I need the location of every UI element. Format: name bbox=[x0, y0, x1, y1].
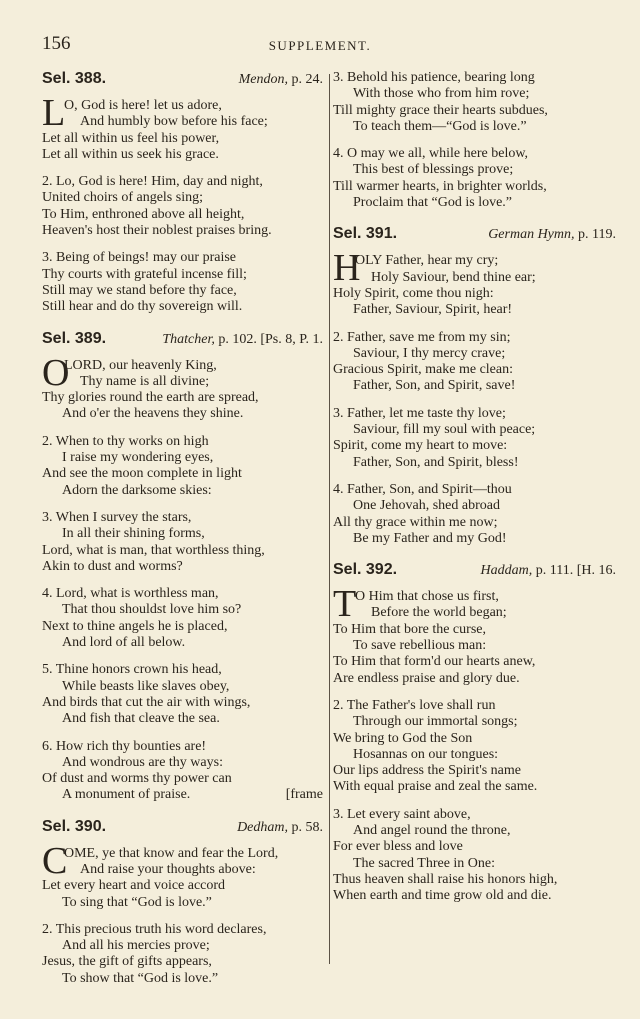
verse-line bbox=[333, 498, 618, 514]
tune-name: German Hymn, bbox=[488, 227, 575, 243]
hymn bbox=[333, 225, 618, 547]
verse-line bbox=[333, 671, 618, 687]
verse-line bbox=[42, 954, 325, 970]
verse-line bbox=[42, 190, 325, 206]
verse-line bbox=[42, 662, 325, 678]
stanza bbox=[42, 250, 325, 315]
drop-cap: L bbox=[42, 92, 66, 134]
verse-text: Thy courts with grateful incense fill; bbox=[42, 266, 247, 282]
verse-text: O, God is here! let us adore, bbox=[64, 98, 222, 113]
verse-text: 3. Father, let me taste thy love; bbox=[333, 405, 506, 421]
verse-line bbox=[333, 330, 618, 346]
verse-text: Father, Son, and Spirit, save! bbox=[353, 378, 516, 394]
verse-text: And raise your thoughts above: bbox=[80, 861, 256, 877]
verse-line bbox=[333, 270, 618, 286]
verse-text: Thy name is all divine; bbox=[80, 373, 210, 389]
verse-text: 3. Being of beings! may our praise bbox=[42, 250, 237, 266]
verse-line bbox=[42, 971, 325, 987]
verse-text: 2. The Father's love shall run bbox=[333, 697, 496, 713]
verse-line bbox=[42, 207, 325, 223]
verse-text: We bring to God the Son bbox=[333, 730, 473, 746]
verse-text: Still may we stand before thy face, bbox=[42, 282, 237, 298]
psalm-reference: [Ps. 8, P. 1. bbox=[256, 331, 323, 347]
verse-text: United choirs of angels sing; bbox=[42, 190, 203, 206]
verse-text: Are endless praise and glory due. bbox=[333, 670, 520, 686]
verse-text: The sacred Three in One: bbox=[353, 855, 496, 871]
verse-text: And birds that cut the air with wings, bbox=[42, 694, 251, 710]
verse-text: While beasts like slaves obey, bbox=[62, 678, 230, 694]
verse-line bbox=[333, 146, 618, 162]
verse-text: With those who from him rove; bbox=[353, 86, 530, 102]
verse-text: Be my Father and my God! bbox=[353, 530, 507, 546]
verse-text: Father, Saviour, Spirit, hear! bbox=[353, 302, 513, 318]
verse-line bbox=[333, 119, 618, 135]
verse-line bbox=[42, 602, 325, 618]
hymn bbox=[42, 70, 325, 316]
verse-line bbox=[42, 250, 325, 266]
verse-line bbox=[333, 422, 618, 438]
verse-text: 2. When to thy works on high bbox=[42, 433, 209, 449]
verse-text: Thy glories round the earth are spread, bbox=[42, 390, 259, 406]
verse-line bbox=[42, 526, 325, 542]
verse-line bbox=[333, 515, 618, 531]
verse-line bbox=[333, 823, 618, 839]
verse-text: Gracious Spirit, make me clean: bbox=[333, 362, 513, 378]
verse-text: To teach them—“God is love.” bbox=[353, 118, 527, 134]
hymn-number: Sel. 388. bbox=[42, 70, 107, 87]
hymn-number: Sel. 391. bbox=[333, 225, 398, 243]
verse-text: And see the moon complete in light bbox=[42, 466, 242, 482]
verse-text: Next to thine angels he is placed, bbox=[42, 618, 228, 634]
hymn-header bbox=[333, 561, 618, 583]
tune-reference bbox=[237, 820, 323, 836]
verse-text: And lord of all below. bbox=[62, 635, 186, 651]
verse-text: In all their shining forms, bbox=[62, 526, 205, 542]
hymn-number: Sel. 392. bbox=[333, 561, 398, 579]
tune-reference bbox=[481, 563, 616, 579]
verse-line bbox=[333, 856, 618, 872]
verse-line bbox=[333, 482, 618, 498]
verse-text: When earth and time grow old and die. bbox=[333, 888, 552, 904]
hymn-header bbox=[42, 70, 325, 92]
verse-line bbox=[333, 698, 618, 714]
hymn-number: Sel. 389. bbox=[42, 329, 107, 347]
verse-text: To sing that “God is love.” bbox=[62, 894, 212, 910]
drop-cap: T bbox=[333, 583, 357, 626]
tune-reference bbox=[488, 227, 616, 243]
psalm-reference: [H. 16. bbox=[573, 563, 616, 579]
stanza bbox=[333, 406, 618, 471]
verse-line bbox=[333, 286, 618, 302]
verse-text: Spirit, come my heart to move: bbox=[333, 438, 508, 454]
verse-text: 4. O may we all, while here below, bbox=[333, 146, 529, 162]
verse-line bbox=[42, 147, 325, 163]
verse-line bbox=[333, 455, 618, 471]
verse-text: 4. Father, Son, and Spirit—thou bbox=[333, 481, 512, 497]
stanza bbox=[333, 330, 618, 395]
verse-line bbox=[333, 714, 618, 730]
stanza bbox=[333, 482, 618, 547]
verse-text: 4. Lord, what is worthless man, bbox=[42, 586, 219, 602]
verse-line bbox=[333, 70, 618, 86]
verse-text: OME, ye that know and fear the Lord, bbox=[64, 845, 279, 861]
verse-line bbox=[42, 510, 325, 526]
stanza bbox=[333, 247, 618, 318]
tune-page: p. 102. bbox=[214, 331, 257, 347]
verse-text: Thus heaven shall raise his honors high, bbox=[333, 871, 558, 887]
verse-line bbox=[42, 922, 325, 938]
verse-line bbox=[42, 711, 325, 727]
hymn bbox=[42, 330, 325, 804]
verse-line bbox=[42, 695, 325, 711]
verse-line bbox=[333, 763, 618, 779]
hymn-header bbox=[333, 225, 618, 247]
verse-line bbox=[333, 654, 618, 670]
verse-line bbox=[333, 638, 618, 654]
verse-text: Saviour, fill my soul with peace; bbox=[353, 422, 536, 438]
verse-line bbox=[333, 731, 618, 747]
verse-text: One Jehovah, shed abroad bbox=[353, 498, 500, 514]
verse-text: Before the world began; bbox=[371, 605, 507, 621]
verse-text: Let all within us feel his power, bbox=[42, 130, 220, 146]
verse-line bbox=[333, 605, 618, 621]
tune-name: Thatcher, bbox=[162, 331, 215, 347]
verse-line bbox=[42, 878, 325, 894]
stanza bbox=[42, 92, 325, 163]
verse-text: That thou shouldst love him so? bbox=[62, 602, 242, 618]
verse-line bbox=[42, 174, 325, 190]
stanza bbox=[42, 662, 325, 727]
verse-text: 3. Behold his patience, bearing long bbox=[333, 70, 535, 85]
verse-text: 3. Let every saint above, bbox=[333, 806, 471, 822]
tune-reference bbox=[162, 332, 323, 348]
verse-line bbox=[333, 302, 618, 318]
verse-text: To Him that bore the curse, bbox=[333, 621, 486, 637]
verse-text: Let all within us seek his grace. bbox=[42, 146, 219, 162]
verse-text: And angel round the throne, bbox=[353, 822, 511, 838]
verse-line bbox=[42, 131, 325, 147]
verse-text: Still hear and do thy sovereign will. bbox=[42, 299, 243, 315]
verse-text: All thy grace within me now; bbox=[333, 514, 498, 530]
verse-line bbox=[42, 450, 325, 466]
stanza bbox=[333, 807, 618, 905]
verse-line bbox=[42, 390, 325, 406]
verse-line bbox=[333, 839, 618, 855]
verse-text: And wondrous are thy ways: bbox=[62, 754, 223, 770]
verse-line bbox=[333, 779, 618, 795]
stanza bbox=[42, 174, 325, 239]
verse-line bbox=[42, 787, 325, 803]
stanza bbox=[333, 146, 618, 211]
verse-text: And all his mercies prove; bbox=[62, 938, 210, 954]
verse-line bbox=[333, 362, 618, 378]
column-divider bbox=[329, 74, 330, 964]
tune-reference bbox=[239, 72, 323, 88]
verse-line bbox=[333, 747, 618, 763]
verse-line bbox=[333, 162, 618, 178]
stanza bbox=[42, 510, 325, 575]
verse-text: Lord, what is man, that worthless thing, bbox=[42, 542, 265, 558]
tune-name: Mendon, bbox=[238, 72, 288, 87]
stanza bbox=[42, 922, 325, 987]
tune-page: p. 58. bbox=[288, 819, 323, 835]
verse-text: Our lips address the Spirit's name bbox=[333, 763, 521, 779]
verse-line bbox=[333, 406, 618, 422]
drop-cap: H bbox=[333, 247, 361, 290]
stanza bbox=[42, 839, 325, 911]
verse-text: With equal praise and zeal the same. bbox=[333, 779, 538, 795]
drop-cap: O bbox=[42, 351, 70, 394]
verse-text: This best of blessings prove; bbox=[353, 162, 514, 178]
verse-text: Through our immortal songs; bbox=[353, 714, 518, 730]
verse-line bbox=[42, 114, 325, 130]
hymn-header bbox=[42, 818, 325, 840]
verse-line bbox=[333, 807, 618, 823]
verse-line bbox=[42, 771, 325, 787]
hymn-number: Sel. 390. bbox=[42, 817, 107, 835]
drop-cap: C bbox=[42, 839, 68, 882]
verse-text: 3. When I survey the stars, bbox=[42, 509, 192, 525]
verse-line bbox=[42, 635, 325, 651]
verse-text: LORD, our heavenly King, bbox=[64, 357, 217, 373]
verse-text: To Him, enthroned above all height, bbox=[42, 206, 245, 222]
stanza bbox=[42, 739, 325, 804]
verse-line bbox=[42, 619, 325, 635]
verse-text: O Him that chose us first, bbox=[355, 589, 499, 605]
verse-text: And fish that cleave the sea. bbox=[62, 711, 220, 727]
verse-text: Hosannas on our tongues: bbox=[353, 746, 499, 762]
verse-line bbox=[333, 179, 618, 195]
verse-line bbox=[42, 586, 325, 602]
verse-line bbox=[42, 299, 325, 315]
verse-line bbox=[42, 483, 325, 499]
verse-text: To save rebellious man: bbox=[353, 638, 487, 654]
stanza bbox=[42, 351, 325, 423]
tune-page: p. 119. bbox=[574, 227, 616, 243]
running-head: SUPPLEMENT. bbox=[268, 38, 372, 53]
hymn bbox=[333, 561, 618, 904]
verse-text: 2. This precious truth his word declares, bbox=[42, 921, 267, 937]
verse-line bbox=[333, 888, 618, 904]
verse-text: OLY Father, hear my cry; bbox=[355, 253, 499, 269]
verse-text: I raise my wondering eyes, bbox=[62, 450, 214, 466]
verse-text: Proclaim that “God is love.” bbox=[353, 195, 513, 211]
verse-line bbox=[333, 346, 618, 362]
verse-text: 5. Thine honors crown his head, bbox=[42, 662, 222, 678]
verse-line bbox=[333, 86, 618, 102]
page-number: 156 bbox=[42, 33, 71, 54]
verse-text: Heaven's host their noblest praises bring. bbox=[42, 223, 272, 239]
stanza bbox=[333, 698, 618, 796]
verse-line bbox=[42, 862, 325, 878]
verse-line bbox=[42, 559, 325, 575]
verse-line bbox=[333, 195, 618, 211]
verse-text: Till warmer hearts, in brighter worlds, bbox=[333, 178, 547, 194]
verse-text: Jesus, the gift of gifts appears, bbox=[42, 954, 212, 970]
right-column bbox=[333, 70, 618, 918]
hymn bbox=[42, 818, 325, 987]
verse-text: For ever bless and love bbox=[333, 839, 463, 855]
stanza bbox=[42, 586, 325, 651]
verse-line bbox=[42, 739, 325, 755]
tune-name: Dedham, bbox=[237, 819, 288, 835]
tune-name: Haddam, bbox=[480, 563, 533, 579]
verse-line bbox=[333, 872, 618, 888]
verse-text: 2. Father, save me from my sin; bbox=[333, 329, 511, 345]
verse-line bbox=[333, 438, 618, 454]
tune-page: p. 24. bbox=[288, 72, 323, 87]
verse-text: Till mighty grace their hearts subdues, bbox=[333, 102, 548, 118]
hymn-continued bbox=[333, 70, 618, 211]
verse-text: And humbly bow before his face; bbox=[80, 114, 268, 130]
verse-line bbox=[42, 434, 325, 450]
verse-line bbox=[42, 679, 325, 695]
verse-text: A monument of praise. bbox=[62, 787, 191, 803]
verse-text: Holy Spirit, come thou nigh: bbox=[333, 285, 494, 301]
overflow-word: [frame bbox=[285, 787, 323, 803]
verse-text: Saviour, I thy mercy crave; bbox=[353, 345, 506, 361]
verse-line bbox=[333, 531, 618, 547]
verse-line bbox=[42, 466, 325, 482]
verse-text: And o'er the heavens they shine. bbox=[62, 406, 244, 422]
stanza bbox=[42, 434, 325, 499]
verse-line bbox=[333, 622, 618, 638]
verse-line bbox=[42, 755, 325, 771]
verse-line bbox=[333, 378, 618, 394]
hymn-header bbox=[42, 330, 325, 352]
tune-page: p. 111. bbox=[532, 563, 574, 579]
verse-line bbox=[42, 406, 325, 422]
verse-text: Of dust and worms thy power can bbox=[42, 771, 232, 787]
verse-text: To show that “God is love.” bbox=[62, 970, 219, 986]
verse-line bbox=[42, 374, 325, 390]
verse-line bbox=[42, 895, 325, 911]
verse-text: Akin to dust and worms? bbox=[42, 558, 183, 574]
verse-text: Father, Son, and Spirit, bless! bbox=[353, 454, 519, 470]
left-column bbox=[42, 70, 325, 1001]
stanza bbox=[333, 583, 618, 687]
verse-line bbox=[42, 283, 325, 299]
verse-text: Holy Saviour, bend thine ear; bbox=[371, 269, 536, 285]
verse-line bbox=[42, 938, 325, 954]
verse-text: To Him that form'd our hearts anew, bbox=[333, 654, 536, 670]
verse-line bbox=[42, 223, 325, 239]
verse-line bbox=[42, 267, 325, 283]
verse-text: 6. How rich thy bounties are! bbox=[42, 738, 207, 754]
verse-line bbox=[42, 543, 325, 559]
verse-line bbox=[333, 103, 618, 119]
verse-text: Adorn the darksome skies: bbox=[62, 482, 212, 498]
verse-text: Let every heart and voice accord bbox=[42, 878, 226, 894]
verse-text: 2. Lo, God is here! Him, day and night, bbox=[42, 174, 263, 190]
stanza bbox=[333, 70, 618, 135]
